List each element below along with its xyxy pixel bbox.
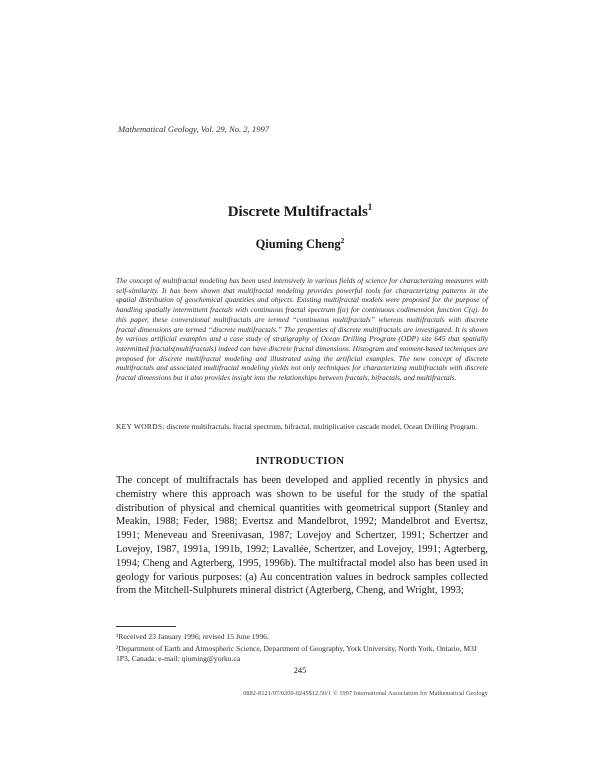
title-text: Discrete Multifractals — [227, 204, 368, 220]
title-footnote-marker: 1 — [367, 202, 373, 212]
keywords — [116, 422, 488, 432]
journal-citation: Mathematical Geology, Vol. 29, No. 2, 1997 — [118, 124, 270, 134]
keywords-text: discrete multifractals, fractal spectrum, bifractal, multiplicative cascade model, Ocean Drilling Program. — [166, 422, 478, 431]
page-number: 245 — [293, 666, 307, 675]
author-name — [0, 237, 600, 252]
copyright-line: 0882-8121/97/0200-0245$12.50/1 © 1997 International Association for Mathematical Geology — [243, 690, 488, 697]
section-heading: INTRODUCTION — [255, 456, 345, 467]
author-text: Qiuming Cheng — [255, 237, 341, 251]
intro-paragraph: The concept of multifractals has been developed and applied recently in physics and chemistry where this approach was shown to be useful for the study of the spatial distribution of physical and chemical quantities with geometrical support (Stanley and Meakin, 1988; Feder, 1988; Evertsz and Mandelbrot, 1992; Mandelbrot and Evertsz, 1991; Meneveau and Sreenivasan, 1987; Lovejoy and Schertzer, 1991; Schertzer and Lovejoy, 1987, 1991a, 1991b, 1992; Lavallée, Schertzer, and Lovejoy, 1991; Agterberg, 1994; Cheng and Agterberg, 1995, 1996b). The multifractal model also has been used in geology for various purposes: (a) Au concentration values in bedrock samples collected from the Mitchell-Sulphurets mineral district (Agterberg, Cheng, and Wright, 1993; — [116, 475, 488, 597]
author-footnote-marker: 2 — [340, 235, 345, 245]
footnote-received: ¹Received 23 January 1996; revised 15 June 1996. — [116, 632, 269, 641]
paper-title — [0, 204, 600, 221]
keywords-label: KEY WORDS: — [116, 422, 165, 431]
footnote-divider — [116, 626, 176, 627]
footnote-affiliation: ²Department of Earth and Atmospheric Science, Department of Geography, York University, North York, Ontario, M3J 1P3, Canada. e-mail: qiuming@yorku.ca — [116, 644, 477, 663]
abstract: The concept of multifractal modeling has been used intensively in various fields of science for characterizing measures with self-similarity. It has been shown that multifractal modeling provides powerful tools for characterizing patterns in the spatial distribution of geochemical quantities and objects. Existing multifractal models were proposed for the purpose of handling spatially intermittent fractals with continuous fractal spectrum f(α) for continuous codimension function C(q). In this paper, these conventional multifractals are termed “continuous multifractals” whereas multifractals with discrete fractal dimensions are termed “discrete multifractals.” The properties of discrete multifractals are investigated. It is shown by various artificial examples and a case study of stratigraphy of Ocean Drilling Program (ODP) site 645 that spatially intermitted fractals(multifractals) indeed can have discrete fractal dimensions. Histogram and moment-based techniques are proposed for discrete multifractal modeling and illustrated using the artificial examples. The new concept of discrete multifractals and associated multifractal modeling yields not only techniques for characterizing multifractals with discrete fractal dimensions but it also provides insight into the relationships between fractals, bifractals, and multifractals. — [116, 276, 488, 383]
